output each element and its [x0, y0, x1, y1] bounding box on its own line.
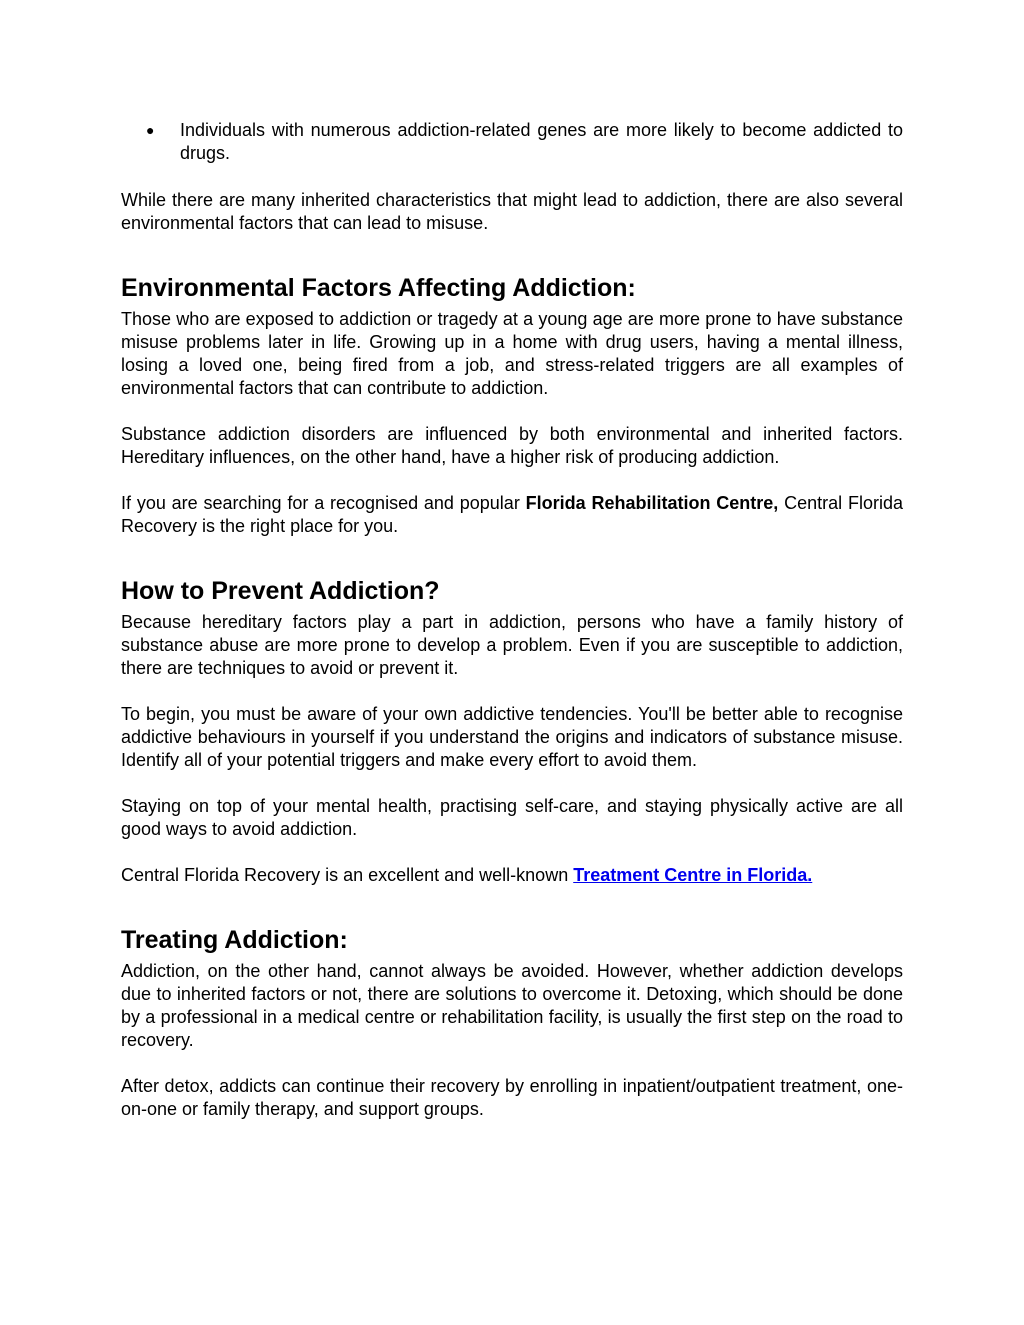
florida-rehab-centre-bold: Florida Rehabilitation Centre,	[525, 493, 779, 513]
treating-paragraph-1: Addiction, on the other hand, cannot always be avoided. However, whether addiction develops due to inherited factors or not, there are solutions to overcome it. Detoxing, which should be done by a professional in a medical centre or rehabilitation facility, is usually the first step on the road to recovery.	[121, 961, 903, 1050]
prevent-paragraph-1: Because hereditary factors play a part in addiction, persons who have a family history of substance abuse are more prone to develop a problem. Even if you are susceptible to addiction, there are techniques to avoid or prevent it.	[121, 612, 903, 678]
heading-environmental-factors: Environmental Factors Affecting Addiction:	[121, 274, 636, 302]
bullet-text: Individuals with numerous addiction-related genes are more likely to become addicted to drugs.	[180, 120, 903, 163]
heading-treating-addiction: Treating Addiction:	[121, 926, 348, 954]
prevent-paragraph-2: To begin, you must be aware of your own addictive tendencies. You'll be better able to recognise addictive behaviours in yourself if you understand the origins and indicators of substance misuse. Identify all of your potential triggers and make every effort to avoid them.	[121, 704, 903, 770]
heading-prevent-addiction: How to Prevent Addiction?	[121, 577, 440, 605]
treating-paragraph-2: After detox, addicts can continue their recovery by enrolling in inpatient/outpatient treatment, one-on-one or family therapy, and support groups.	[121, 1076, 903, 1119]
prevent-paragraph-4	[121, 864, 903, 887]
document-page	[121, 119, 903, 1121]
prevent-paragraph-3: Staying on top of your mental health, practising self-care, and staying physically active are all good ways to avoid addiction.	[121, 796, 903, 839]
environmental-paragraph-3	[121, 492, 903, 538]
paragraph-text: Central Florida Recovery is an excellent and well-known	[121, 865, 574, 885]
environmental-paragraph-1: Those who are exposed to addiction or tragedy at a young age are more prone to have substance misuse problems later in life. Growing up in a home with drug users, having a mental illness, losing a loved one, being fired from a job, and stress-related triggers are all examples of environmental factors that can contribute to addiction.	[121, 309, 903, 398]
paragraph-text: If you are searching for a recognised and popular	[121, 493, 526, 513]
intro-paragraph: While there are many inherited characteristics that might lead to addiction, there are also several environmental factors that can lead to misuse.	[121, 190, 903, 233]
bullet-icon: ●	[146, 122, 155, 138]
list-item	[121, 119, 903, 165]
treatment-centre-link[interactable]: Treatment Centre in Florida.	[573, 865, 813, 885]
environmental-paragraph-2: Substance addiction disorders are influenced by both environmental and inherited factors. Hereditary influences, on the other hand, have a higher risk of producing addiction.	[121, 424, 903, 467]
paragraph-text: Central Florida Recovery is the right place for you.	[121, 493, 904, 536]
genes-bullet-list	[121, 119, 903, 165]
